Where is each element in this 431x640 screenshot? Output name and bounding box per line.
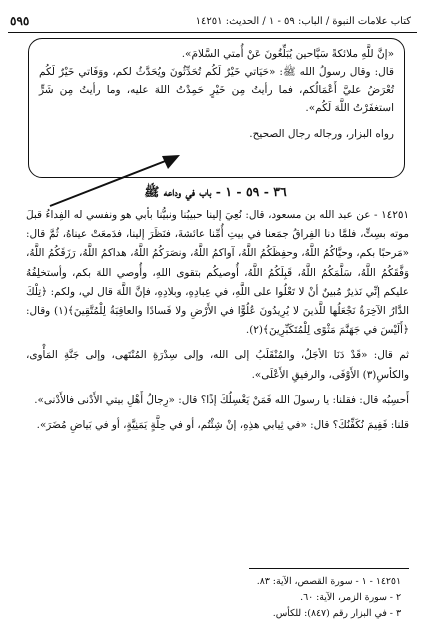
footnote-1: ١٤٢٥١ - ١ - سورة القصص، الآية: ٨٣. xyxy=(256,576,401,587)
hadith-paragraph-3: أَحسِبُه قال: فقلنا: يا رسولَ الله فَمَنْ يَغْسِلُكَ إذًا؟ قال: «رِجالُ أَهْلِ بيتي الأَدْنى فالأَدْنى». xyxy=(34,393,409,406)
footnote-3: ٣ - في البزار رقم (٨٤٧): للكأس. xyxy=(272,608,401,619)
main-text xyxy=(26,206,409,441)
footnotes xyxy=(26,574,401,622)
footnote-2: ٢ - سورة الزمر، الآية: ٦٠. xyxy=(300,592,401,603)
box-line-1: «إنَّ للَّهِ ملائكةً سَيَّاحين يُبَلِّغُونَ عَنْ أُمتي السَّلامَ». xyxy=(181,48,394,60)
hadith-paragraph-4: قلنا: فَفِيمَ نُكَفِّنُكَ؟ قال: «في ثِيابي هذِهِ، إنْ شِئْتُم، أو في حِلَّةٍ يَمَنِيَّةٍ، أو في بَياضِ مُضَرَ». xyxy=(36,419,409,432)
running-header xyxy=(10,12,411,30)
running-title: كتاب علامات النبوة / الباب: ٥٩ - ١ / الحديث: ١٤٢٥١ xyxy=(195,15,411,27)
page-number: ٥٩٥ xyxy=(10,14,30,28)
header-rule xyxy=(8,32,417,33)
hadith-paragraph-2: ثم قال: «قَدْ دَنَا الأجَلُ، والمُنْقَلَبُ إلى الله، وإلى سِدْرَةِ المُنْتَهى، وإلى جَنَّةِ المَأْوى، والكأسِ(٣) الأَوْفَى، والرفيقِ الأَعْلَى». xyxy=(26,349,409,381)
chapter-title: ٣٦ - ٥٩ - ١ - باب في وداعه ﷺ xyxy=(144,184,287,199)
hadith-paragraph-1: ١٤٢٥١ - عن عبد الله بن مسعود، قال: نُعِيَ إلينا حبيبُنا ونبيُّنا بأبي هو ونفسي له الفِداءُ قبلَ موته بسِتٍّ، فلمَّا دنا الفِراقُ جمَعنا في بيتِ أُمِّنا عائشةَ، فنَظَرَ إلينا، فدَمعَتْ عيناهُ، ثُمَّ قال: «مَرحبًا بكم، وحيَّاكُمُ اللَّهُ، وحفِظَكُمُ اللَّهُ، آواكمُ اللَّهُ، ونصَرَكُمُ اللَّهُ، هداكمُ اللَّهُ، رَزَقَكُمُ اللَّهُ، وَفَّقَكُمُ اللَّهُ، سَلَّمَكُمُ اللَّهُ، قَبِلَكُمُ اللَّهُ، أُوصيكُم بتقوى اللهِ، وأُوصي اللهَ بكم، وأستخلِفُهُ عليكم إنِّي نَذيرٌ مُبينٌ أنْ لا تَعْلُوا على اللَّهِ، في عِبادِهِ، وبلادِهِ، فإنَّ اللَّهَ قال لي، ولكم: ﴿تِلْكَ الدَّارُ الآخِرَةُ نَجْعَلُها للَّذينَ لا يُرِيدُونَ عُلُوًّا في الأَرْضِ ولا فَسادًا والعاقِبَةُ لِلْمُتَّقِينَ﴾(١) وقال: ﴿أَلَيْسَ في جَهَنَّمَ مَثْوًى لِلْمُتَكَبِّرِينَ﴾(٢). xyxy=(26,209,409,337)
footnote-rule xyxy=(249,568,409,569)
box-source: رواه البزار، ورجاله رجال الصحيح. xyxy=(249,128,394,140)
box-line-2: قال: وقال رسولُ الله ﷺ: «حَيَاتي خَيْرٌ لَكُم تُحَدِّثُونَ ويُحَدَّثُ لكم، ووَفَاتي خَيْرٌ لَكُم تُعْرَضُ عليَّ أَعْمَالُكم، فما رأيتُ مِن خَيْرٍ حَمِدْتُ اللهَ عليه، وما رأيتُ مِن شَرٍّ استغفَرْتُ اللَّهَ لَكُم». xyxy=(39,66,394,114)
